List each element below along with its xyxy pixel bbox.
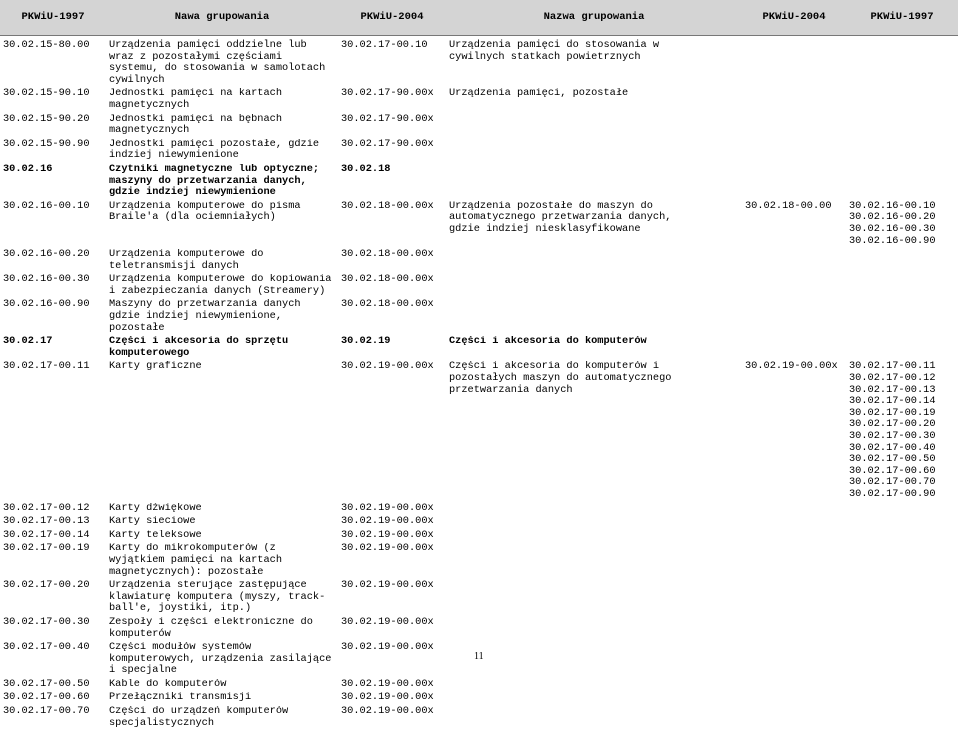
group-name-1997-line: Karty graficzne <box>109 361 338 373</box>
table-row <box>0 139 958 164</box>
group-name-2004-cell <box>446 692 742 706</box>
mapping-codes-1997-cell <box>846 617 958 642</box>
group-name-1997-line: i zabezpieczania danych (Streamery) <box>109 286 338 298</box>
group-name-2004-cell <box>446 617 742 642</box>
group-name-1997-line: Maszyny do przetwarzania danych <box>109 299 338 311</box>
code-2004: 30.02.18-00.00x <box>341 249 446 261</box>
group-name-1997-cell <box>106 679 338 693</box>
code-2004: 30.02.19-00.00x <box>341 580 446 592</box>
code-1997-cell <box>0 274 106 299</box>
mapping-code-2004-cell <box>742 274 846 299</box>
code-2004-cell <box>338 36 446 89</box>
group-name-1997-line: Jednostki pamięci na bębnach <box>109 114 338 126</box>
code-2004-cell <box>338 580 446 617</box>
code-2004: 30.02.19-00.00x <box>341 503 446 515</box>
code-1997: 30.02.17-00.70 <box>3 706 106 718</box>
group-name-1997-line: Czytniki magnetyczne lub optyczne; <box>109 164 338 176</box>
code-1997-cell <box>0 114 106 139</box>
header-pkwiu-2004: PKWiU-2004 <box>338 0 446 36</box>
mapping-code-1997: 30.02.16-00.10 <box>849 201 958 213</box>
table-row <box>0 336 958 361</box>
group-name-1997-line: Karty teleksowe <box>109 530 338 542</box>
group-name-1997-line: gdzie indziej niewymienione <box>109 187 338 199</box>
mapping-code-2004-cell <box>742 88 846 113</box>
code-1997-cell <box>0 299 106 336</box>
code-2004: 30.02.17-90.00x <box>341 139 446 151</box>
mapping-codes-1997-cell <box>846 336 958 361</box>
group-name-2004-line: przetwarzania danych <box>449 385 742 397</box>
code-1997: 30.02.17-00.19 <box>3 543 106 555</box>
group-name-1997-line: systemu, do stosowania w samolotach <box>109 63 338 75</box>
group-name-2004-cell <box>446 642 742 679</box>
code-1997-cell <box>0 617 106 642</box>
group-name-1997-cell <box>106 530 338 544</box>
code-1997-cell <box>0 580 106 617</box>
code-1997-cell <box>0 36 106 89</box>
header-nazwa-grupowania: Nazwa grupowania <box>446 0 742 36</box>
mapping-code-2004-cell <box>742 642 846 679</box>
header-pkwiu-1997: PKWiU-1997 <box>0 0 106 36</box>
group-name-2004-cell <box>446 530 742 544</box>
mapping-code-2004-cell <box>742 336 846 361</box>
code-2004: 30.02.19-00.00x <box>341 543 446 555</box>
group-name-1997-line: Przełączniki transmisji <box>109 692 338 704</box>
code-1997-cell <box>0 336 106 361</box>
group-name-2004-cell <box>446 88 742 113</box>
group-name-1997-line: magnetycznych): pozostałe <box>109 567 338 579</box>
mapping-codes-1997-cell <box>846 706 958 731</box>
mapping-code-2004-cell <box>742 249 846 274</box>
mapping-codes-1997-cell <box>846 164 958 201</box>
code-1997: 30.02.16-00.10 <box>3 201 106 213</box>
group-name-1997-cell <box>106 274 338 299</box>
mapping-code-2004-cell <box>742 580 846 617</box>
code-2004-cell <box>338 114 446 139</box>
code-1997-cell <box>0 249 106 274</box>
code-2004-cell <box>338 692 446 706</box>
group-name-1997-cell <box>106 503 338 517</box>
group-name-2004-cell <box>446 201 742 249</box>
mapping-code-1997: 30.02.17-00.19 <box>849 408 958 420</box>
group-name-1997-line: Karty sieciowe <box>109 516 338 528</box>
group-name-1997-cell <box>106 361 338 502</box>
mapping-code-2004: 30.02.19-00.00x <box>745 361 846 373</box>
mapping-code-2004: 30.02.18-00.00 <box>745 201 846 213</box>
group-name-1997-line: Karty dźwiękowe <box>109 503 338 515</box>
code-2004-cell <box>338 164 446 201</box>
code-1997-cell <box>0 164 106 201</box>
code-2004: 30.02.19-00.00x <box>341 642 446 654</box>
code-2004: 30.02.17-00.10 <box>341 40 446 52</box>
group-name-1997-cell <box>106 164 338 201</box>
mapping-code-1997: 30.02.17-00.50 <box>849 454 958 466</box>
group-name-2004-cell <box>446 706 742 731</box>
mapping-codes-1997-cell <box>846 361 958 502</box>
code-2004: 30.02.19-00.00x <box>341 706 446 718</box>
code-2004-cell <box>338 503 446 517</box>
code-1997: 30.02.16 <box>3 164 106 176</box>
code-2004-cell <box>338 299 446 336</box>
mapping-code-1997: 30.02.17-00.11 <box>849 361 958 373</box>
code-2004: 30.02.19-00.00x <box>341 679 446 691</box>
mapping-codes-1997-cell <box>846 274 958 299</box>
header-row <box>0 0 958 36</box>
code-1997-cell <box>0 139 106 164</box>
mapping-codes-1997-cell <box>846 114 958 139</box>
group-name-1997-cell <box>106 114 338 139</box>
group-name-1997-line: maszyny do przetwarzania danych, <box>109 176 338 188</box>
mapping-code-1997: 30.02.17-00.60 <box>849 466 958 478</box>
header-pkwiu-1997-mapping: PKWiU-1997 <box>846 0 958 36</box>
code-1997-cell <box>0 361 106 502</box>
code-2004: 30.02.19-00.00x <box>341 617 446 629</box>
group-name-1997-line: klawiaturę komputera (myszy, track- <box>109 592 338 604</box>
mapping-codes-1997-cell <box>846 503 958 517</box>
group-name-2004-line: gdzie indziej niesklasyfikowane <box>449 224 742 236</box>
code-2004-cell <box>338 617 446 642</box>
table-row <box>0 274 958 299</box>
mapping-codes-1997-cell <box>846 642 958 679</box>
table-row <box>0 503 958 517</box>
code-1997: 30.02.17-00.30 <box>3 617 106 629</box>
group-name-1997-line: Urządzenia komputerowe do pisma <box>109 201 338 213</box>
mapping-codes-1997-cell <box>846 580 958 617</box>
code-1997: 30.02.16-00.20 <box>3 249 106 261</box>
mapping-codes-1997-cell <box>846 543 958 580</box>
mapping-code-2004-cell <box>742 139 846 164</box>
group-name-1997-line: i specjalne <box>109 665 338 677</box>
group-name-2004-line: Części i akcesoria do komputerów i <box>449 361 742 373</box>
group-name-1997-line: pozostałe <box>109 323 338 335</box>
group-name-1997-cell <box>106 642 338 679</box>
code-2004-cell <box>338 706 446 731</box>
table-row <box>0 679 958 693</box>
group-name-1997-line: komputerowego <box>109 348 338 360</box>
table-row <box>0 114 958 139</box>
code-1997-cell <box>0 530 106 544</box>
code-1997-cell <box>0 692 106 706</box>
code-1997: 30.02.15-90.90 <box>3 139 106 151</box>
table-row <box>0 249 958 274</box>
group-name-1997-line: Karty do mikrokomputerów (z <box>109 543 338 555</box>
group-name-2004-line: automatycznego przetwarzania danych, <box>449 212 742 224</box>
group-name-1997-line: Jednostki pamięci pozostałe, gdzie <box>109 139 338 151</box>
group-name-1997-line: magnetycznych <box>109 125 338 137</box>
code-1997-cell <box>0 201 106 249</box>
group-name-2004-cell <box>446 36 742 89</box>
mapping-code-2004-cell <box>742 201 846 249</box>
code-1997: 30.02.17-00.11 <box>3 361 106 373</box>
group-name-1997-line: Części i akcesoria do sprzętu <box>109 336 338 348</box>
group-name-1997-line: Zespoły i części elektroniczne do <box>109 617 338 629</box>
mapping-code-1997: 30.02.17-00.20 <box>849 419 958 431</box>
table-row <box>0 580 958 617</box>
mapping-codes-1997-cell <box>846 530 958 544</box>
code-2004-cell <box>338 139 446 164</box>
mapping-code-2004-cell <box>742 617 846 642</box>
table-row <box>0 617 958 642</box>
mapping-codes-1997-cell <box>846 516 958 530</box>
code-2004-cell <box>338 679 446 693</box>
code-2004-cell <box>338 530 446 544</box>
group-name-2004-cell <box>446 274 742 299</box>
group-name-1997-cell <box>106 139 338 164</box>
mapping-code-2004-cell <box>742 36 846 89</box>
code-2004: 30.02.18-00.00x <box>341 274 446 286</box>
page-number: 11 <box>474 652 484 662</box>
group-name-1997-line: gdzie indziej niewymienione, <box>109 311 338 323</box>
group-name-1997-cell <box>106 88 338 113</box>
code-2004: 30.02.18 <box>341 164 446 176</box>
mapping-code-2004-cell <box>742 692 846 706</box>
mapping-code-1997: 30.02.17-00.40 <box>849 443 958 455</box>
mapping-code-2004-cell <box>742 543 846 580</box>
group-name-2004-line: cywilnych statkach powietrznych <box>449 52 742 64</box>
group-name-1997-line: Jednostki pamięci na kartach <box>109 88 338 100</box>
group-name-2004-cell <box>446 299 742 336</box>
code-1997-cell <box>0 543 106 580</box>
code-1997-cell <box>0 88 106 113</box>
group-name-2004-cell <box>446 679 742 693</box>
group-name-1997-cell <box>106 299 338 336</box>
group-name-2004-cell <box>446 249 742 274</box>
mapping-codes-1997-cell <box>846 139 958 164</box>
group-name-1997-cell <box>106 692 338 706</box>
group-name-1997-line: specjalistycznych <box>109 718 338 730</box>
code-1997: 30.02.15-80.00 <box>3 40 106 52</box>
code-1997: 30.02.17-00.14 <box>3 530 106 542</box>
group-name-1997-line: Urządzenia pamięci oddzielne lub <box>109 40 338 52</box>
group-name-1997-cell <box>106 543 338 580</box>
code-1997: 30.02.17-00.60 <box>3 692 106 704</box>
code-1997: 30.02.17-00.13 <box>3 516 106 528</box>
code-1997: 30.02.17-00.40 <box>3 642 106 654</box>
table-row <box>0 516 958 530</box>
group-name-1997-line: komputerów <box>109 629 338 641</box>
table-row <box>0 299 958 336</box>
mapping-code-1997: 30.02.17-00.30 <box>849 431 958 443</box>
mapping-codes-1997-cell <box>846 679 958 693</box>
mapping-code-2004-cell <box>742 114 846 139</box>
code-1997: 30.02.17 <box>3 336 106 348</box>
group-name-1997-line: komputerowych, urządzenia zasilające <box>109 654 338 666</box>
table-header <box>0 0 958 36</box>
group-name-1997-line: Części do urządzeń komputerów <box>109 706 338 718</box>
mapping-code-1997: 30.02.16-00.90 <box>849 236 958 248</box>
table-row <box>0 530 958 544</box>
code-2004: 30.02.19-00.00x <box>341 530 446 542</box>
code-1997: 30.02.15-90.10 <box>3 88 106 100</box>
group-name-1997-line: indziej niewymienione <box>109 150 338 162</box>
code-1997-cell <box>0 679 106 693</box>
header-pkwiu-2004-mapping: PKWiU-2004 <box>742 0 846 36</box>
group-name-1997-line: ball'e, joystiki, itp.) <box>109 603 338 615</box>
code-1997-cell <box>0 516 106 530</box>
code-2004: 30.02.18-00.00x <box>341 201 446 213</box>
code-2004-cell <box>338 274 446 299</box>
group-name-1997-line: wyjątkiem pamięci na kartach <box>109 555 338 567</box>
code-2004-cell <box>338 361 446 502</box>
group-name-2004-cell <box>446 164 742 201</box>
mapping-code-1997: 30.02.17-00.13 <box>849 385 958 397</box>
code-2004: 30.02.19 <box>341 336 446 348</box>
code-1997: 30.02.17-00.50 <box>3 679 106 691</box>
mapping-codes-1997-cell <box>846 299 958 336</box>
group-name-1997-cell <box>106 201 338 249</box>
mapping-codes-1997-cell <box>846 249 958 274</box>
mapping-code-1997: 30.02.17-00.70 <box>849 477 958 489</box>
code-2004-cell <box>338 642 446 679</box>
group-name-2004-cell <box>446 503 742 517</box>
code-1997-cell <box>0 642 106 679</box>
code-1997: 30.02.15-90.20 <box>3 114 106 126</box>
mapping-code-1997: 30.02.17-00.90 <box>849 489 958 501</box>
code-2004-cell <box>338 543 446 580</box>
table-row <box>0 361 958 502</box>
code-2004: 30.02.17-90.00x <box>341 114 446 126</box>
group-name-1997-line: Urządzenia komputerowe do <box>109 249 338 261</box>
group-name-2004-line: Urządzenia pamięci, pozostałe <box>449 88 742 100</box>
mapping-codes-1997-cell <box>846 36 958 89</box>
group-name-2004-cell <box>446 139 742 164</box>
group-name-1997-line: wraz z pozostałymi częściami <box>109 52 338 64</box>
group-name-1997-cell <box>106 249 338 274</box>
group-name-2004-line: Urządzenia pozostałe do maszyn do <box>449 201 742 213</box>
mapping-code-1997: 30.02.16-00.30 <box>849 224 958 236</box>
table-row <box>0 36 958 89</box>
code-2004: 30.02.19-00.00x <box>341 516 446 528</box>
mapping-code-2004-cell <box>742 361 846 502</box>
table-row <box>0 706 958 731</box>
table-body <box>0 36 958 731</box>
code-2004-cell <box>338 336 446 361</box>
table-row <box>0 201 958 249</box>
code-1997-cell <box>0 706 106 731</box>
code-1997: 30.02.16-00.90 <box>3 299 106 311</box>
mapping-code-1997: 30.02.17-00.14 <box>849 396 958 408</box>
code-1997: 30.02.17-00.20 <box>3 580 106 592</box>
group-name-1997-line: Urządzenia sterujące zastępujące <box>109 580 338 592</box>
table-row <box>0 164 958 201</box>
mapping-code-2004-cell <box>742 299 846 336</box>
mapping-codes-1997-cell <box>846 692 958 706</box>
mapping-code-2004-cell <box>742 679 846 693</box>
group-name-1997-line: Kable do komputerów <box>109 679 338 691</box>
table-row <box>0 543 958 580</box>
group-name-1997-cell <box>106 617 338 642</box>
group-name-1997-cell <box>106 706 338 731</box>
group-name-1997-line: teletransmisji danych <box>109 261 338 273</box>
code-2004-cell <box>338 516 446 530</box>
mapping-code-2004-cell <box>742 706 846 731</box>
group-name-2004-line: Części i akcesoria do komputerów <box>449 336 742 348</box>
group-name-1997-line: Urządzenia komputerowe do kopiowania <box>109 274 338 286</box>
group-name-1997-line: cywilnych <box>109 75 338 87</box>
mapping-code-2004-cell <box>742 164 846 201</box>
group-name-2004-cell <box>446 580 742 617</box>
code-2004: 30.02.19-00.00x <box>341 692 446 704</box>
code-1997-cell <box>0 503 106 517</box>
code-1997: 30.02.16-00.30 <box>3 274 106 286</box>
group-name-1997-cell <box>106 336 338 361</box>
mapping-code-1997: 30.02.17-00.12 <box>849 373 958 385</box>
code-2004-cell <box>338 249 446 274</box>
code-2004-cell <box>338 88 446 113</box>
group-name-2004-cell <box>446 361 742 502</box>
code-1997: 30.02.17-00.12 <box>3 503 106 515</box>
code-2004: 30.02.19-00.00x <box>341 361 446 373</box>
mapping-codes-1997-cell <box>846 201 958 249</box>
group-name-1997-line: Braile'a (dla ociemniałych) <box>109 212 338 224</box>
code-2004: 30.02.18-00.00x <box>341 299 446 311</box>
group-name-1997-cell <box>106 516 338 530</box>
group-name-1997-cell <box>106 36 338 89</box>
group-name-2004-cell <box>446 336 742 361</box>
table-row <box>0 88 958 113</box>
group-name-2004-line: pozostałych maszyn do automatycznego <box>449 373 742 385</box>
group-name-2004-cell <box>446 543 742 580</box>
group-name-1997-line: Części modułów systemów <box>109 642 338 654</box>
table-row <box>0 692 958 706</box>
group-name-1997-line: magnetycznych <box>109 100 338 112</box>
group-name-2004-line: Urządzenia pamięci do stosowania w <box>449 40 742 52</box>
group-name-2004-cell <box>446 114 742 139</box>
code-2004: 30.02.17-90.00x <box>341 88 446 100</box>
mapping-code-1997: 30.02.16-00.20 <box>849 212 958 224</box>
group-name-1997-cell <box>106 580 338 617</box>
header-nawa-grupowania: Nawa grupowania <box>106 0 338 36</box>
mapping-code-2004-cell <box>742 503 846 517</box>
group-name-2004-cell <box>446 516 742 530</box>
code-2004-cell <box>338 201 446 249</box>
mapping-code-2004-cell <box>742 516 846 530</box>
mapping-code-2004-cell <box>742 530 846 544</box>
mapping-codes-1997-cell <box>846 88 958 113</box>
